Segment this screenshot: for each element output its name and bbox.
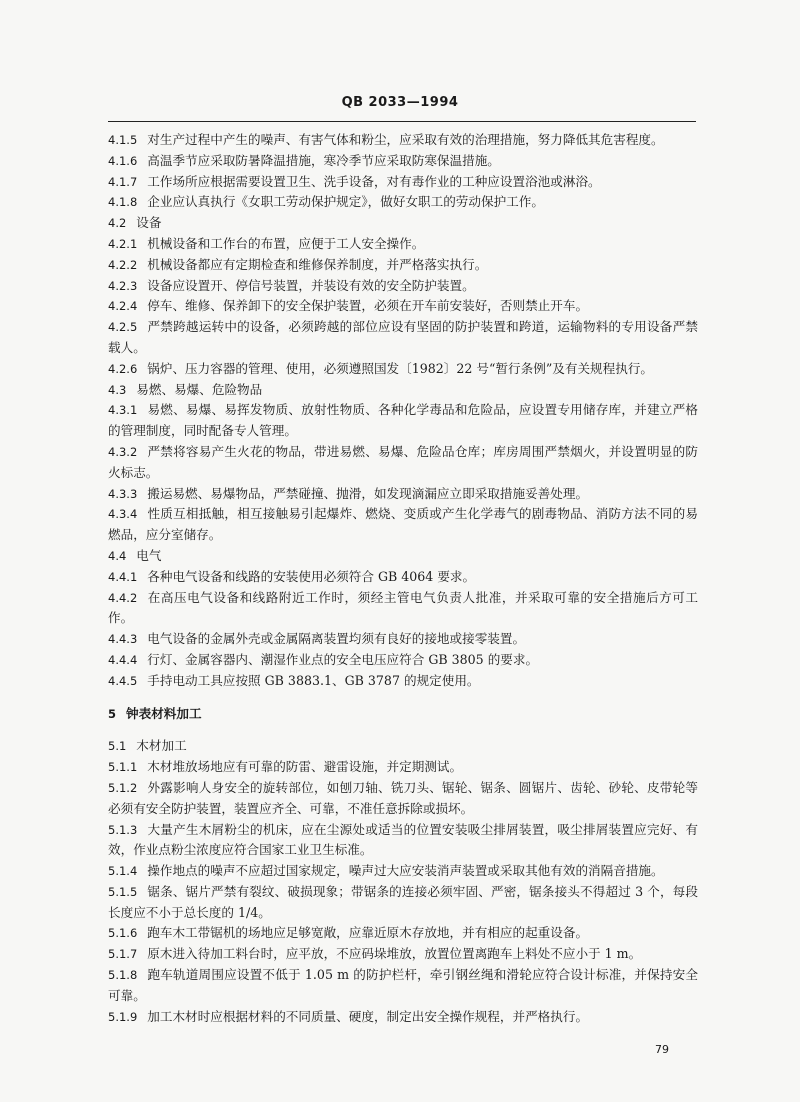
clause-text: 高温季节应采取防暑降温措施，寒冷季节应采取防寒保温措施。 [147, 152, 500, 168]
clause-text: 电气 [136, 547, 162, 563]
clause-paragraph [108, 296, 698, 317]
clause-text: 加工木材时应根据材料的不同质量、硬度，制定出安全操作规程，并严格执行。 [147, 1008, 589, 1024]
clause-text: 木材堆放场地应有可靠的防雷、避雷设施，并定期测试。 [147, 759, 463, 775]
clause-paragraph [108, 192, 698, 213]
clause-number: 5.1.2 [108, 780, 138, 795]
clause-text: 易燃、易爆、易挥发物质、放射性物质、各种化学毒品和危险品，应设置专用储存库，并建立严格的管理制度，同时配备专人管理。 [108, 402, 698, 439]
clause-paragraph [108, 151, 698, 172]
clause-paragraph [108, 130, 698, 151]
clause-number: 4.4.4 [108, 652, 138, 667]
clause-paragraph [108, 484, 698, 505]
clauses-section-5 [108, 736, 698, 1027]
clause-text: 电气设备的金属外壳或金属隔离装置均须有良好的接地或接零装置。 [147, 631, 526, 647]
clause-paragraph [108, 882, 698, 924]
clause-paragraph [108, 400, 698, 442]
clause-number: 4.1.6 [108, 153, 138, 168]
clause-paragraph [108, 736, 698, 757]
clause-paragraph [108, 546, 698, 567]
clause-text: 跑车木工带锯机的场地应足够宽敞，应靠近原木存放地，并有相应的起重设备。 [147, 925, 589, 941]
document-code: QB 2033—1994 [341, 95, 459, 110]
clause-paragraph [108, 757, 698, 778]
clause-paragraph [108, 671, 698, 692]
clause-text: 锅炉、压力容器的管理、使用，必须遵照国发〔1982〕22 号“暂行条例”及有关规程执行。 [147, 360, 654, 376]
clause-text: 易燃、易爆、危险物品 [136, 381, 263, 397]
clause-text: 机械设备都应有定期检查和维修保养制度，并严格落实执行。 [147, 256, 488, 272]
clause-paragraph [108, 820, 698, 862]
clause-text: 设备应设置开、停信号装置，并装设有效的安全防护装置。 [147, 277, 475, 293]
clause-text: 工作场所应根据需要设置卫生、洗手设备，对有毒作业的工种应设置浴池或淋浴。 [147, 173, 601, 189]
clause-paragraph [108, 588, 698, 630]
clause-paragraph [108, 944, 698, 965]
clause-number: 4.1.8 [108, 195, 138, 210]
clause-text: 各种电气设备和线路的安装使用必须符合 GB 4064 要求。 [147, 568, 476, 584]
clause-text: 对生产过程中产生的噪声、有害气体和粉尘，应采取有效的治理措施，努力降低其危害程度。 [147, 132, 664, 147]
clause-number: 4.2.1 [108, 236, 138, 251]
clause-number: 5.1.5 [108, 884, 138, 899]
clause-number: 5.1.1 [108, 760, 138, 775]
clause-paragraph [108, 359, 698, 380]
clause-number: 4.1.5 [108, 133, 138, 147]
clause-text: 原木进入待加工料台时，应平放，不应码垛堆放，放置位置离跑车上料处不应小于 1 m。 [147, 946, 642, 962]
clause-text: 外露影响人身安全的旋转部位，如刨刀轴、铣刀头、锯轮、锯条、圆锯片、齿轮、砂轮、皮带轮等必须有安全防护装置，装置应齐全、可靠，不准任意拆除或损坏。 [108, 779, 698, 816]
clause-text: 操作地点的噪声不应超过国家规定，噪声过大应安装消声装置或采取其他有效的消隔音措施。 [147, 863, 664, 879]
clause-number: 5.1 [108, 739, 127, 754]
clause-text: 搬运易燃、易爆物品，严禁碰撞、抛滑，如发现滴漏应立即采取措施妥善处理。 [147, 485, 589, 501]
clause-paragraph [108, 172, 698, 193]
clause-number: 5.1.8 [108, 968, 138, 983]
clause-number: 4.3.2 [108, 444, 138, 459]
clause-number: 4.4.3 [108, 632, 138, 647]
clause-number: 4.2.6 [108, 361, 138, 376]
clause-text: 跑车轨道周围应设置不低于 1.05 m 的防护栏杆，牵引钢丝绳和滑轮应符合设计标准，并保持安全可靠。 [108, 967, 698, 1003]
clause-text: 机械设备和工作台的布置，应便于工人安全操作。 [147, 235, 425, 251]
clause-paragraph [108, 317, 698, 359]
clause-paragraph [108, 442, 698, 484]
clause-paragraph [108, 213, 698, 234]
clause-number: 4.4.1 [108, 569, 138, 584]
clause-number: 4.3.1 [108, 403, 138, 418]
clause-text: 性质互相抵触，相互接触易引起爆炸、燃烧、变质或产生化学毒气的剧毒物品、消防方法不同的易燃品，应分室储存。 [108, 506, 698, 543]
clause-number: 4.3.4 [108, 507, 138, 522]
clause-text: 锯条、锯片严禁有裂纹、破损现象；带锯条的连接必须牢固、严密，锯条接头不得超过 3 个，每段长度应不小于总长度的 1/4。 [108, 883, 698, 920]
clause-paragraph [108, 629, 698, 650]
clause-number: 4.3.3 [108, 486, 138, 501]
section-title: 钟表材料加工 [126, 705, 202, 721]
header-rule [108, 121, 696, 122]
clause-number: 5.1.9 [108, 1009, 138, 1024]
clause-number: 4.2 [108, 216, 127, 231]
clause-text: 停车、维修、保养卸下的安全保护装置，必须在开车前安装好，否则禁止开车。 [147, 298, 589, 314]
clause-text: 严禁将容易产生火花的物品，带进易燃、易爆、危险品仓库；库房周围严禁烟火，并设置明显的防火标志。 [108, 443, 698, 480]
clause-paragraph [108, 380, 698, 401]
clause-text: 严禁跨越运转中的设备，必须跨越的部位应设有坚固的防护装置和跨道，运输物料的专用设备严禁载人。 [108, 319, 698, 355]
clause-number: 4.2.4 [108, 299, 138, 314]
clause-number: 4.3 [108, 382, 127, 397]
clause-number: 5.1.4 [108, 864, 138, 879]
clause-paragraph [108, 650, 698, 671]
clause-text: 木材加工 [136, 738, 187, 754]
clause-text: 在高压电气设备和线路附近工作时，须经主管电气负责人批准，并采取可靠的安全措施后方可工作。 [108, 589, 698, 626]
clause-paragraph [108, 778, 698, 820]
clause-number: 4.2.3 [108, 278, 138, 293]
section-number: 5 [108, 706, 117, 721]
clause-number: 4.4 [108, 548, 127, 563]
clause-paragraph [108, 255, 698, 276]
clause-text: 大量产生木屑粉尘的机床，应在尘源处或适当的位置安装吸尘排屑装置，吸尘排屑装置应完好、有效，作业点粉尘浓度应符合国家工业卫生标准。 [108, 821, 698, 858]
clause-paragraph [108, 567, 698, 588]
clause-paragraph [108, 923, 698, 944]
clause-number: 4.2.5 [108, 320, 138, 335]
clause-number: 5.1.6 [108, 926, 138, 941]
clause-number: 5.1.3 [108, 822, 138, 837]
clause-paragraph [108, 234, 698, 255]
clauses-section-4 [108, 130, 698, 692]
clause-paragraph [108, 1007, 698, 1028]
clause-number: 5.1.7 [108, 947, 138, 962]
clause-number: 4.1.7 [108, 174, 138, 189]
section-heading-5 [108, 704, 698, 725]
clause-text: 行灯、金属容器内、潮湿作业点的安全电压应符合 GB 3805 的要求。 [147, 651, 539, 667]
document-body [108, 130, 698, 1027]
clause-number: 4.2.2 [108, 257, 138, 272]
clause-number: 4.4.2 [108, 590, 138, 605]
clause-number: 4.4.5 [108, 673, 138, 688]
clause-paragraph [108, 276, 698, 297]
clause-text: 企业应认真执行《女职工劳动保护规定》，做好女职工的劳动保护工作。 [147, 194, 544, 210]
clause-paragraph [108, 965, 698, 1007]
page-number: 79 [655, 1043, 669, 1056]
clause-paragraph [108, 504, 698, 546]
clause-text: 设备 [136, 215, 162, 231]
clause-paragraph [108, 861, 698, 882]
clause-text: 手持电动工具应按照 GB 3883.1、GB 3787 的规定使用。 [147, 672, 480, 688]
